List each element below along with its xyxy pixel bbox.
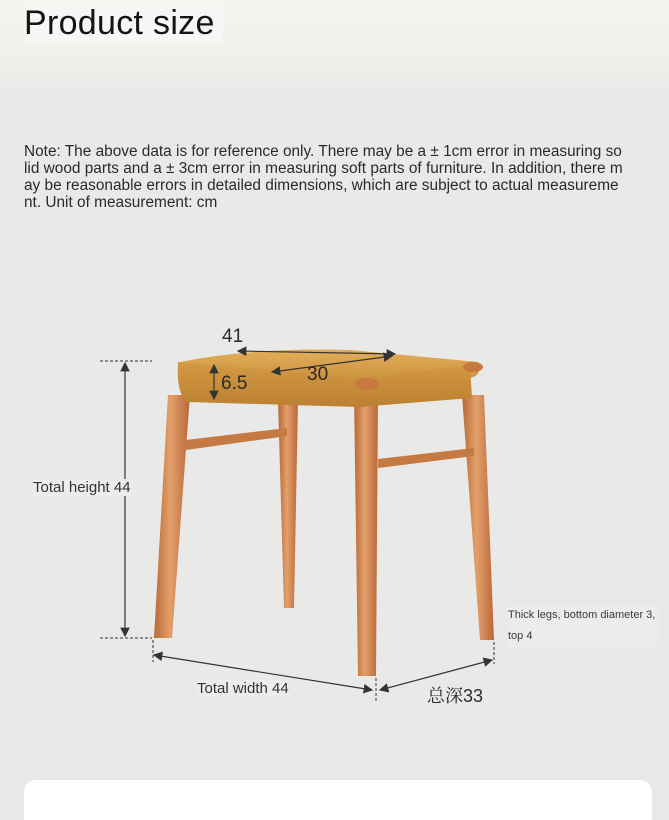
stretcher-left [186,428,287,450]
front-leg-right [354,392,378,676]
back-leg-right [462,395,494,640]
reference-note: Note: The above data is for reference only. There may be a ± 1cm error in measuring solid wood parts and a ± 3cm error in measuring soft parts of furniture. In addition, there may be reasonable errors in detailed dimensions, which are subject to actual measurement. Unit of measurement: cm [24,143,623,211]
seat-depth-label: 30 [307,364,329,385]
next-section-card [24,780,652,820]
total-height-label: Total height 44 [33,479,131,496]
total-depth-label: 总深33 [427,686,484,706]
stretcher-right [378,448,474,468]
front-leg-left [154,395,190,638]
seat-width-label: 41 [222,326,244,347]
page-title: Product size [24,4,223,45]
legs-note: Thick legs, bottom diameter 3, top 4 [508,605,658,647]
total-width-label: Total width 44 [197,680,289,697]
seat-thickness-label: 6.5 [221,373,248,394]
